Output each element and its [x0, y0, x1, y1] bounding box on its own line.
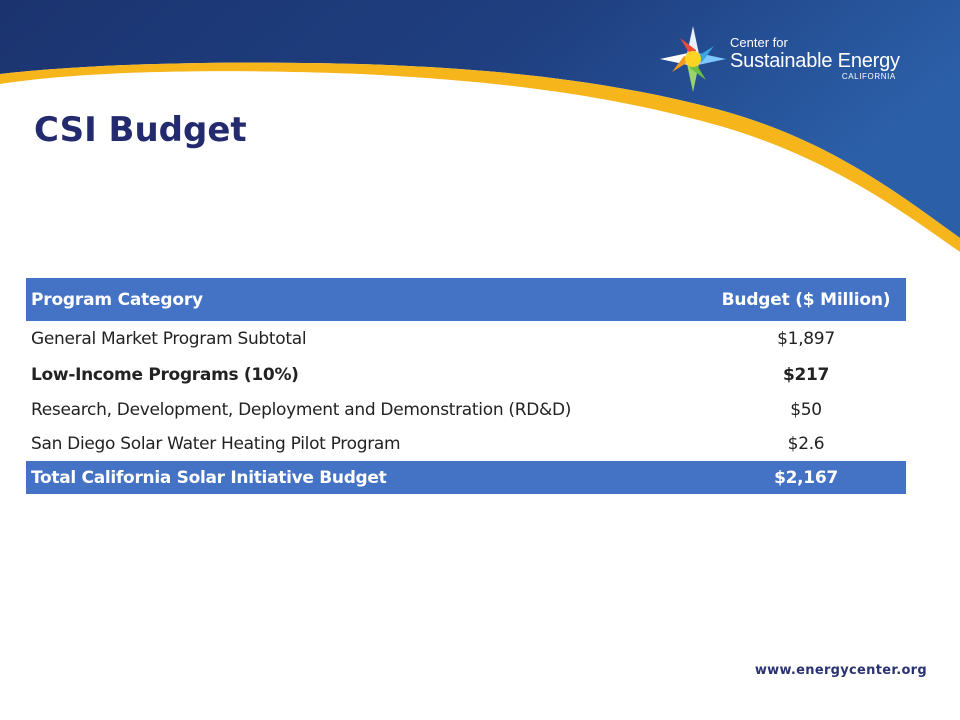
total-budget: $2,167	[774, 467, 838, 488]
budget-table	[26, 278, 906, 494]
column-header-budget: Budget ($ Million)	[721, 289, 891, 310]
table-header-row	[26, 278, 906, 321]
table-row	[26, 321, 906, 357]
column-header-category: Program Category	[31, 289, 203, 310]
table-row	[26, 427, 906, 461]
logo-line-2: Sustainable Energy	[730, 50, 900, 72]
table-row	[26, 393, 906, 427]
logo	[658, 24, 918, 96]
footer-url: www.energycenter.org	[754, 663, 927, 678]
row-category: San Diego Solar Water Heating Pilot Program	[31, 434, 401, 454]
logo-line-1: Center for	[730, 35, 788, 50]
table-total-row	[26, 461, 906, 494]
total-category: Total California Solar Initiative Budget	[31, 467, 387, 488]
slide-title: CSI Budget	[34, 110, 247, 150]
row-budget: $1,897	[777, 329, 835, 349]
table-row	[26, 357, 906, 393]
sun-star-icon	[658, 24, 728, 94]
row-category: General Market Program Subtotal	[31, 329, 307, 349]
row-category: Low-Income Programs (10%)	[31, 365, 299, 385]
row-budget: $217	[782, 365, 830, 385]
row-budget: $2.6	[787, 434, 825, 454]
row-category: Research, Development, Deployment and Demonstration (RD&D)	[31, 400, 572, 420]
logo-line-3: CALIFORNIA	[841, 72, 896, 81]
row-budget: $50	[790, 400, 822, 420]
